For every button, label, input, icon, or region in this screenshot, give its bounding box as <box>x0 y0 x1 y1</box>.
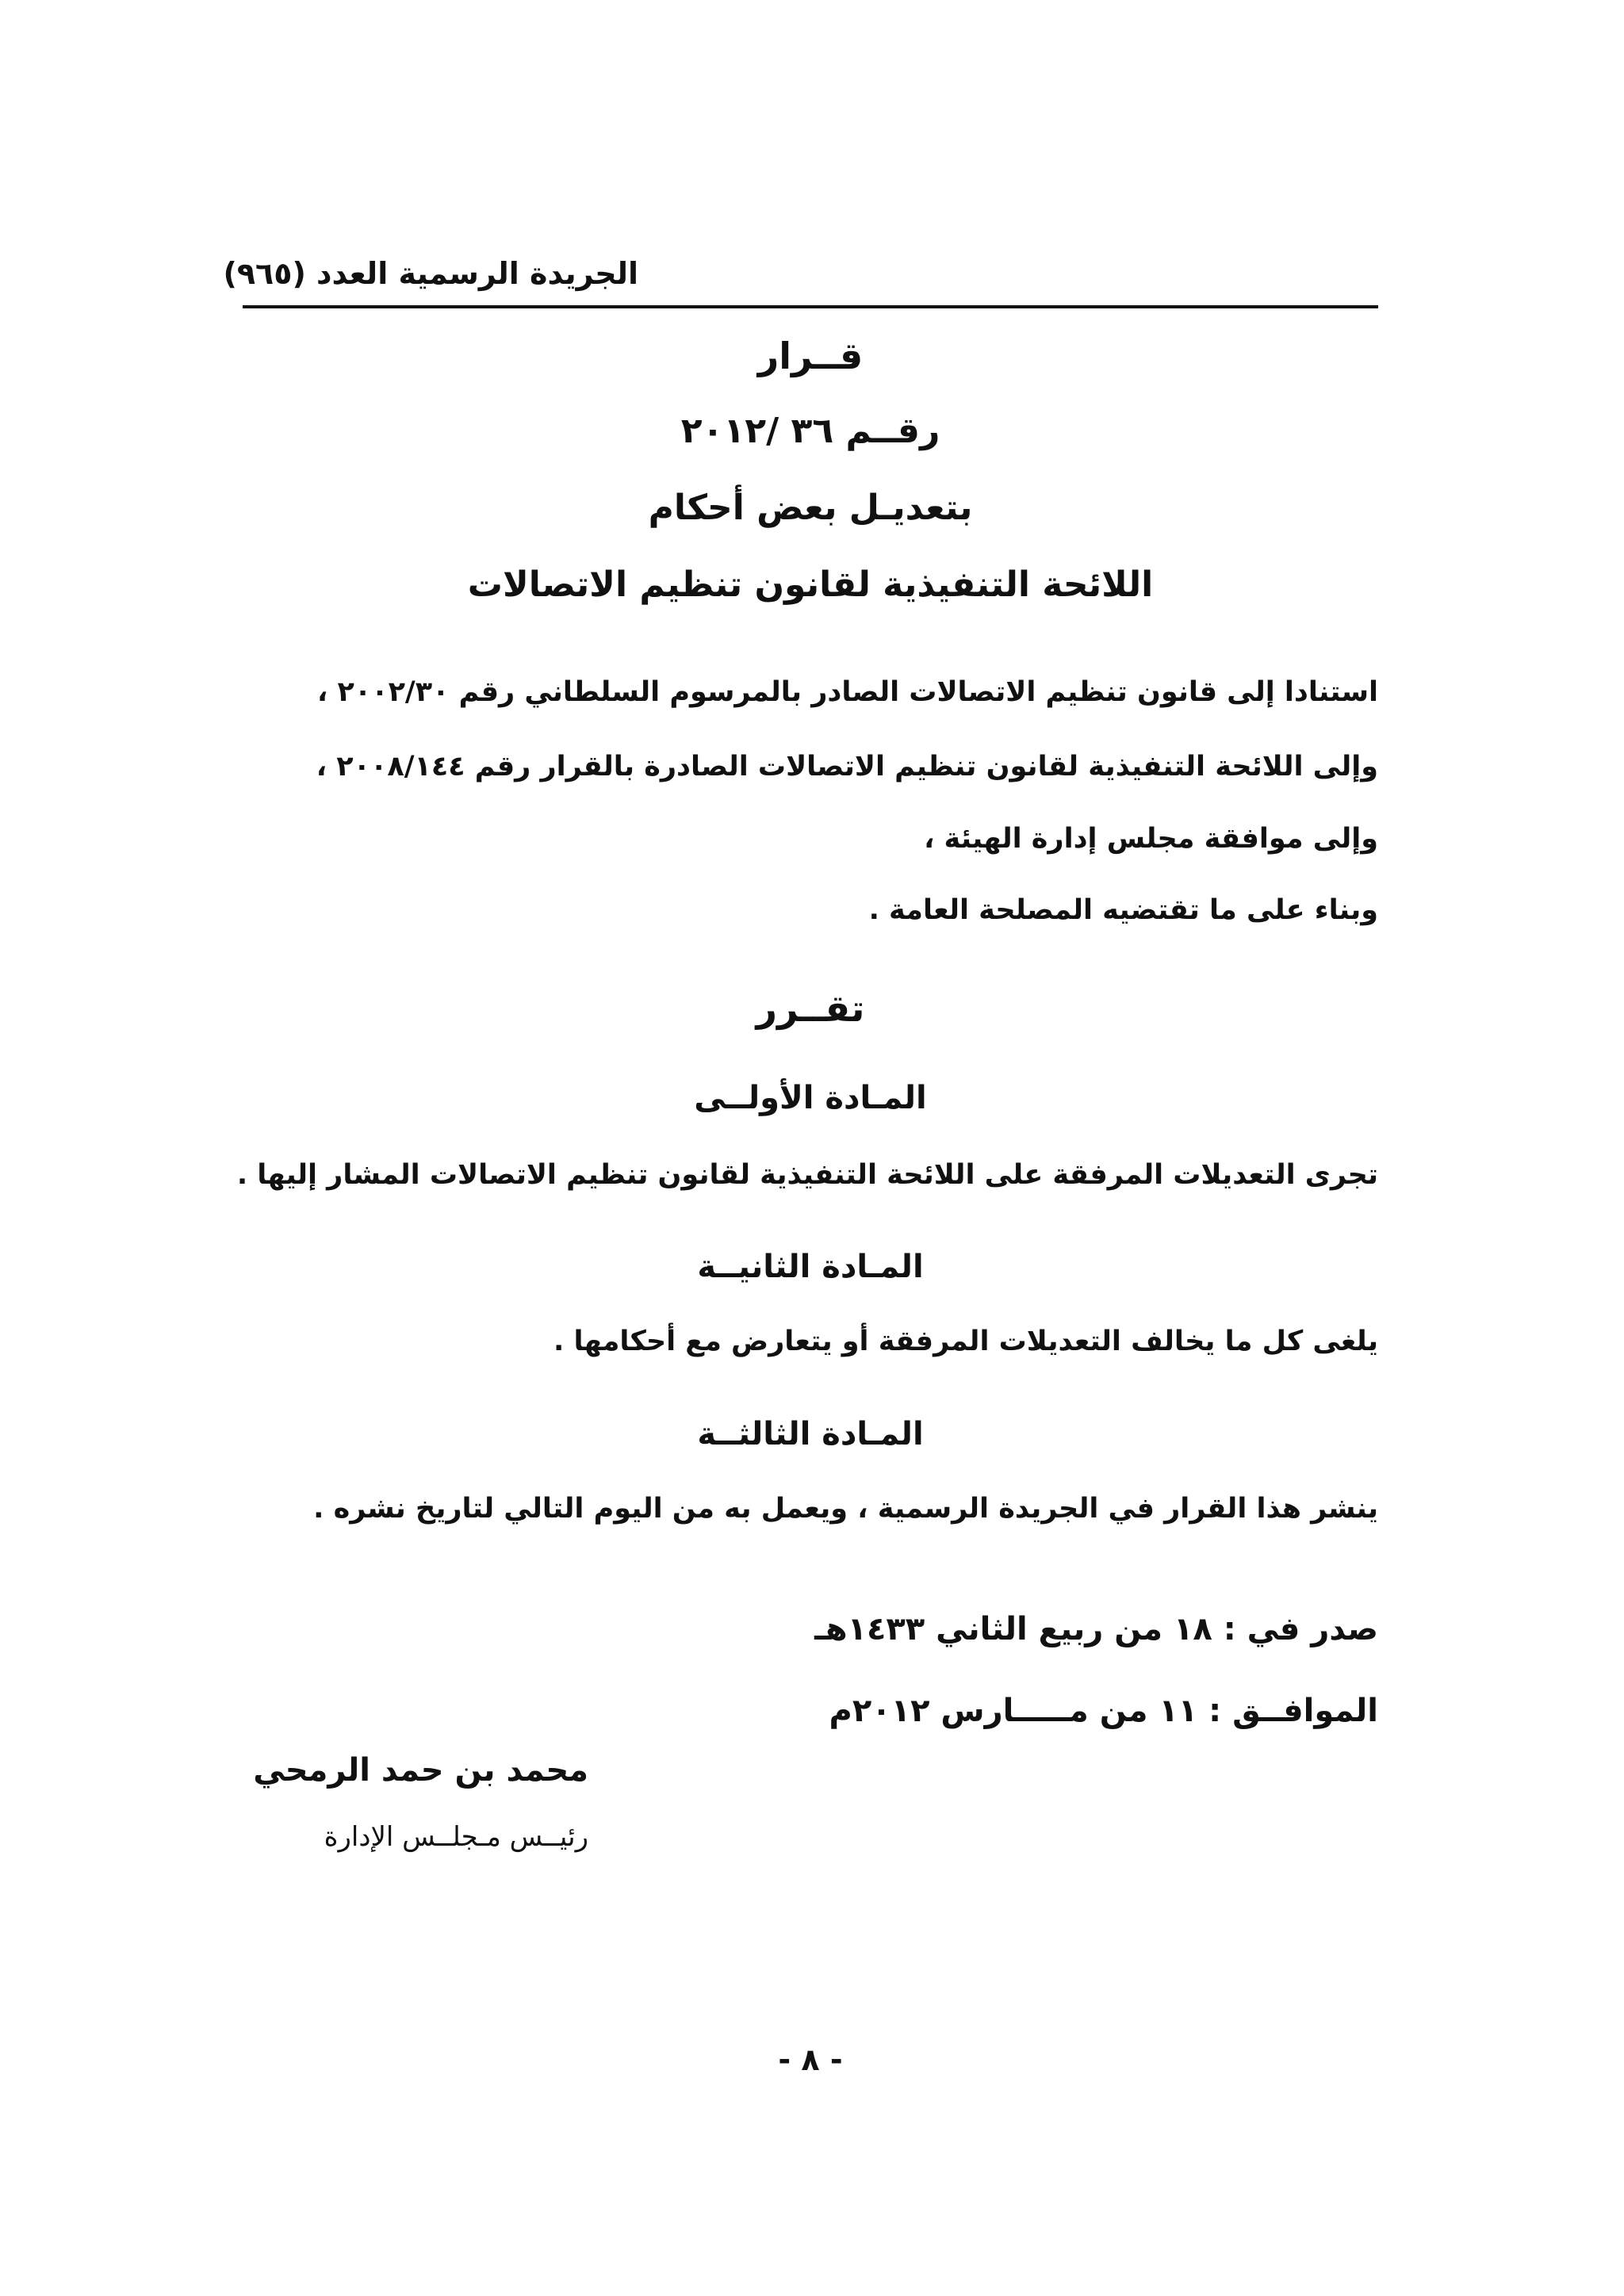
issue-date-gregorian: الموافــق : ١١ من مـــــارس ٢٠١٢م <box>829 1693 1378 1729</box>
journal-header: الجريدة الرسمية العدد (٩٦٥) <box>223 256 638 291</box>
preamble-line: وإلى اللائحة التنفيذية لقانون تنظيم الاتصالات الصادرة بالقرار رقم ٢٠٠٨/١٤٤ ، <box>316 751 1378 783</box>
article-3-title: المـادة الثالثــة <box>697 1416 924 1452</box>
preamble-line: استنادا إلى قانون تنظيم الاتصالات الصادر بالمرسوم السلطاني رقم ٢٠٠٢/٣٠ ، <box>317 676 1378 708</box>
article-2-title: المـادة الثانيــة <box>697 1249 924 1285</box>
article-1-title: المـادة الأولــى <box>694 1080 927 1116</box>
decision-number: رقــم ٣٦ /٢٠١٢ <box>680 411 940 451</box>
decides-heading: تقــرر <box>756 987 865 1030</box>
page-number: - ٨ - <box>778 2042 843 2077</box>
signatory-name: محمد بن حمد الرمحي <box>253 1752 588 1789</box>
preamble-line: وإلى موافقة مجلس إدارة الهيئة ، <box>924 823 1378 855</box>
decision-subject-line2: اللائحة التنفيذية لقانون تنظيم الاتصالات <box>467 564 1154 605</box>
decision-subject-line1: بتعديـل بعض أحكام <box>648 488 973 528</box>
article-3-text: ينشر هذا القرار في الجريدة الرسمية ، ويعمل به من اليوم التالي لتاريخ نشره . <box>313 1493 1378 1525</box>
issue-date-hijri: صدر في : ١٨ من ربيع الثاني ١٤٣٣هـ <box>814 1611 1378 1647</box>
signatory-title: رئيــس مـجلــس الإدارة <box>324 1821 588 1853</box>
decision-heading: قــرار <box>757 335 864 377</box>
header-divider <box>243 305 1378 308</box>
article-2-text: يلغى كل ما يخالف التعديلات المرفقة أو يتعارض مع أحكامها . <box>553 1326 1378 1357</box>
preamble-line: وبناء على ما تقتضيه المصلحة العامة . <box>868 894 1378 926</box>
article-1-text: تجرى التعديلات المرفقة على اللائحة التنفيذية لقانون تنظيم الاتصالات المشار إليها . <box>236 1159 1378 1191</box>
